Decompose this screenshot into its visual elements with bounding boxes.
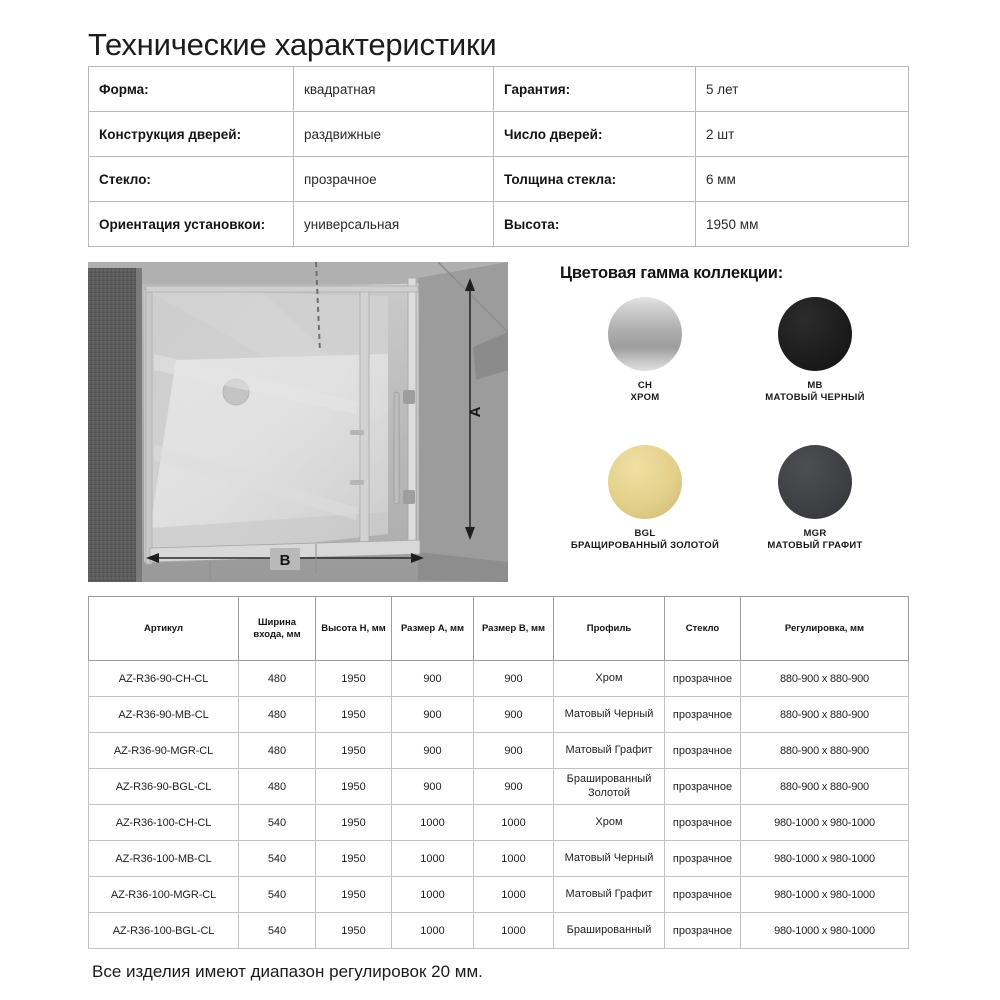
cell-entry-width: 480 (239, 697, 316, 733)
cell-adjustment: 980-1000 x 980-1000 (741, 841, 909, 877)
spec-label-orientation: Ориентация установкои: (89, 202, 294, 247)
color-swatch-ch[interactable] (560, 289, 730, 437)
spec-value-warranty: 5 лет (696, 67, 909, 112)
shower-enclosure-illustration (88, 262, 508, 582)
swatch-name-bgl: БРАЩИРОВАННЫЙ ЗОЛОТОЙ (570, 539, 720, 551)
column-header-article: Артикул (89, 597, 239, 661)
color-swatch-caption (765, 380, 864, 403)
cell-size-a: 1000 (392, 913, 474, 949)
cell-size-a: 900 (392, 769, 474, 805)
cell-size-a: 1000 (392, 841, 474, 877)
swatch-code-mb: MB (807, 380, 823, 391)
cell-profile: Матовый Черный (554, 841, 665, 877)
cell-size-b: 900 (474, 733, 554, 769)
cell-adjustment: 980-1000 x 980-1000 (741, 877, 909, 913)
cell-article: AZ-R36-100-BGL-CL (89, 913, 239, 949)
spec-label-height: Высота: (494, 202, 696, 247)
cell-profile: Хром (554, 805, 665, 841)
cell-size-b: 900 (474, 661, 554, 697)
cell-glass: прозрачное (665, 841, 741, 877)
cell-profile: Матовый Графит (554, 733, 665, 769)
column-header-adjustment: Регулировка, мм (741, 597, 909, 661)
cell-height: 1950 (316, 733, 392, 769)
swatch-name-mb: МАТОВЫЙ ЧЕРНЫЙ (765, 391, 865, 403)
cell-entry-width: 480 (239, 733, 316, 769)
cell-size-a: 1000 (392, 805, 474, 841)
spec-label-form: Форма: (89, 67, 294, 112)
cell-height: 1950 (316, 697, 392, 733)
spec-value-glass-thickness: 6 мм (696, 157, 909, 202)
cell-height: 1950 (316, 769, 392, 805)
cell-article: AZ-R36-90-MB-CL (89, 697, 239, 733)
matte-black-swatch-dot (778, 297, 852, 371)
cell-size-b: 1000 (474, 913, 554, 949)
cell-height: 1950 (316, 661, 392, 697)
matte-graphite-swatch-dot (778, 445, 852, 519)
cell-adjustment: 980-1000 x 980-1000 (741, 913, 909, 949)
cell-size-b: 1000 (474, 877, 554, 913)
cell-size-a: 900 (392, 733, 474, 769)
color-swatch-mgr[interactable] (730, 437, 900, 577)
cell-glass: прозрачное (665, 877, 741, 913)
product-photo (88, 262, 508, 582)
swatch-code-ch: CH (637, 380, 653, 391)
dimension-label-b: B (279, 552, 291, 569)
table-row[interactable] (89, 697, 909, 733)
cell-height: 1950 (316, 841, 392, 877)
cell-article: AZ-R36-100-MGR-CL (89, 877, 239, 913)
cell-entry-width: 480 (239, 769, 316, 805)
cell-entry-width: 540 (239, 841, 316, 877)
table-row[interactable] (89, 733, 909, 769)
cell-profile: Матовый Графит (554, 877, 665, 913)
spec-row (89, 67, 909, 112)
spec-value-door-construction: раздвижные (294, 112, 494, 157)
spec-label-warranty: Гарантия: (494, 67, 696, 112)
cell-profile: Брашированный Золотой (554, 769, 665, 805)
table-row[interactable] (89, 805, 909, 841)
cell-adjustment: 880-900 x 880-900 (741, 697, 909, 733)
cell-size-a: 1000 (392, 877, 474, 913)
column-header-glass: Стекло (665, 597, 741, 661)
spec-label-door-count: Число дверей: (494, 112, 696, 157)
cell-glass: прозрачное (665, 661, 741, 697)
spec-label-glass-thickness: Толщина стекла: (494, 157, 696, 202)
product-table-header-row (89, 597, 909, 661)
column-header-profile: Профиль (554, 597, 665, 661)
cell-adjustment: 980-1000 x 980-1000 (741, 805, 909, 841)
column-header-height: Высота H, мм (316, 597, 392, 661)
cell-profile: Брашированный (554, 913, 665, 949)
table-row[interactable] (89, 841, 909, 877)
cell-height: 1950 (316, 913, 392, 949)
color-swatch-caption (571, 528, 719, 551)
cell-size-b: 1000 (474, 841, 554, 877)
color-swatch-caption (630, 380, 659, 403)
color-palette-title: Цветовая гамма коллекции: (560, 264, 784, 282)
specifications-table (88, 66, 909, 247)
specifications-table-body (89, 67, 909, 247)
spec-value-orientation: универсальная (294, 202, 494, 247)
cell-entry-width: 480 (239, 661, 316, 697)
cell-adjustment: 880-900 x 880-900 (741, 661, 909, 697)
spec-row (89, 202, 909, 247)
chrome-swatch-dot (608, 297, 682, 371)
color-swatch-bgl[interactable] (560, 437, 730, 577)
table-row[interactable] (89, 769, 909, 805)
spec-row (89, 112, 909, 157)
cell-glass: прозрачное (665, 913, 741, 949)
column-header-entry-width: Ширина входа, мм (239, 597, 316, 661)
spec-value-form: квадратная (294, 67, 494, 112)
dimension-label-a: A (467, 406, 484, 418)
spec-label-glass: Стекло: (89, 157, 294, 202)
cell-glass: прозрачное (665, 769, 741, 805)
cell-size-b: 900 (474, 697, 554, 733)
page-title: Технические характеристики (88, 26, 497, 62)
cell-glass: прозрачное (665, 733, 741, 769)
cell-article: AZ-R36-100-MB-CL (89, 841, 239, 877)
cell-glass: прозрачное (665, 697, 741, 733)
spec-row (89, 157, 909, 202)
column-header-size-a: Размер A, мм (392, 597, 474, 661)
color-swatch-grid (560, 289, 900, 577)
swatch-code-mgr: MGR (803, 528, 827, 539)
spec-label-door-construction: Конструкция дверей: (89, 112, 294, 157)
table-row[interactable] (89, 661, 909, 697)
cell-adjustment: 880-900 x 880-900 (741, 733, 909, 769)
cell-size-a: 900 (392, 661, 474, 697)
swatch-name-mgr: МАТОВЫЙ ГРАФИТ (767, 539, 863, 551)
swatch-code-bgl: BGL (634, 528, 656, 539)
product-variants-table (88, 596, 909, 949)
cell-size-b: 900 (474, 769, 554, 805)
cell-profile: Хром (554, 661, 665, 697)
color-palette-section (560, 264, 912, 584)
color-swatch-caption (767, 528, 862, 551)
cell-entry-width: 540 (239, 877, 316, 913)
adjustment-range-note: Все изделия имеют диапазон регулировок 20 мм. (92, 962, 483, 981)
cell-article: AZ-R36-90-BGL-CL (89, 769, 239, 805)
cell-height: 1950 (316, 805, 392, 841)
cell-article: AZ-R36-90-MGR-CL (89, 733, 239, 769)
product-table-head (89, 597, 909, 661)
column-header-size-b: Размер B, мм (474, 597, 554, 661)
swatch-name-ch: ХРОМ (630, 391, 660, 403)
spec-value-height: 1950 мм (696, 202, 909, 247)
brushed-gold-swatch-dot (608, 445, 682, 519)
cell-adjustment: 880-900 x 880-900 (741, 769, 909, 805)
cell-article: AZ-R36-100-CH-CL (89, 805, 239, 841)
cell-height: 1950 (316, 877, 392, 913)
cell-profile: Матовый Черный (554, 697, 665, 733)
table-row[interactable] (89, 877, 909, 913)
spec-value-door-count: 2 шт (696, 112, 909, 157)
cell-entry-width: 540 (239, 805, 316, 841)
cell-glass: прозрачное (665, 805, 741, 841)
product-table-body (89, 661, 909, 949)
cell-size-a: 900 (392, 697, 474, 733)
color-swatch-mb[interactable] (730, 289, 900, 437)
cell-size-b: 1000 (474, 805, 554, 841)
cell-entry-width: 540 (239, 913, 316, 949)
cell-article: AZ-R36-90-CH-CL (89, 661, 239, 697)
spec-value-glass: прозрачное (294, 157, 494, 202)
table-row[interactable] (89, 913, 909, 949)
